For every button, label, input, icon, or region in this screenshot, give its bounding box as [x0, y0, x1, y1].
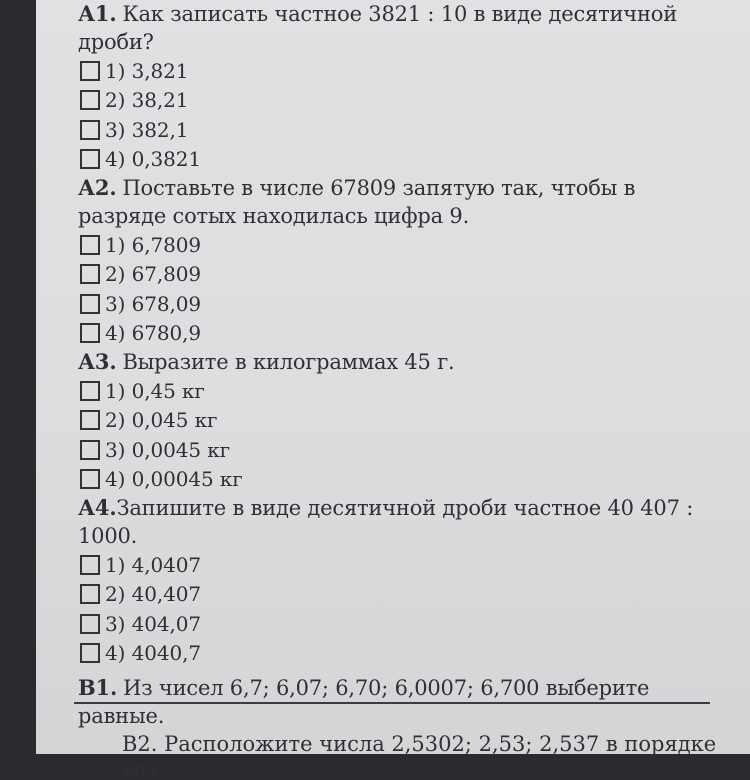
- checkbox[interactable]: [80, 294, 100, 314]
- checkbox[interactable]: [80, 323, 100, 343]
- checkbox[interactable]: [80, 614, 100, 634]
- question-body: Запишите в виде десятичной дроби частное 40 407 : 1000.: [78, 496, 694, 548]
- checkbox[interactable]: [80, 235, 100, 255]
- answer-option[interactable]: [78, 86, 718, 116]
- question-a2: [78, 174, 718, 348]
- checkbox[interactable]: [80, 120, 100, 140]
- option-label: 3) 404,07: [105, 611, 201, 636]
- option-label: 1) 4,0407: [105, 552, 201, 577]
- option-label: 2) 38,21: [105, 88, 189, 113]
- checkbox[interactable]: [80, 469, 100, 489]
- checkbox[interactable]: [80, 264, 100, 284]
- checkbox[interactable]: [80, 555, 100, 575]
- question-body: Как записать частное 3821 : 10 в виде десятичной дроби?: [78, 2, 678, 54]
- checkbox[interactable]: [80, 149, 100, 169]
- answer-line[interactable]: [74, 702, 710, 704]
- answer-option[interactable]: [78, 230, 718, 260]
- question-text: [78, 0, 718, 56]
- option-label: 4) 0,00045 кг: [105, 467, 243, 492]
- answer-option[interactable]: [78, 550, 718, 580]
- answer-option[interactable]: [78, 319, 718, 349]
- question-a4: [78, 494, 718, 668]
- checkbox[interactable]: [80, 643, 100, 663]
- option-label: 2) 67,809: [105, 262, 201, 287]
- option-label: 4) 0,3821: [105, 147, 201, 172]
- question-body: Поставьте в числе 67809 запятую так, чтобы в разряде сотых находилась цифра 9.: [78, 176, 636, 228]
- answer-option[interactable]: [78, 609, 718, 639]
- option-label: 3) 0,0045 кг: [105, 437, 231, 462]
- answer-option[interactable]: [78, 145, 718, 175]
- checkbox[interactable]: [80, 410, 100, 430]
- question-body: Из чисел 6,7; 6,07; 6,70; 6,0007; 6,700 выберите равные.: [78, 676, 650, 728]
- checkbox[interactable]: [80, 90, 100, 110]
- question-number: А2.: [78, 175, 117, 200]
- worksheet-page: [36, 0, 750, 780]
- option-label: 3) 382,1: [105, 117, 189, 142]
- option-label: 2) 40,407: [105, 582, 201, 607]
- answer-option[interactable]: [78, 56, 718, 86]
- question-text: [78, 174, 718, 230]
- question-text: [78, 494, 718, 550]
- checkbox[interactable]: [80, 61, 100, 81]
- checkbox[interactable]: [80, 584, 100, 604]
- worksheet-content: [78, 0, 718, 730]
- option-label: 2) 0,045 кг: [105, 408, 218, 433]
- answer-option[interactable]: [78, 406, 718, 436]
- answer-option[interactable]: [78, 115, 718, 145]
- question-text: [78, 348, 718, 376]
- answer-option[interactable]: [78, 639, 718, 669]
- checkbox[interactable]: [80, 381, 100, 401]
- answer-option[interactable]: [78, 465, 718, 495]
- question-number: А4.: [78, 495, 117, 520]
- option-label: 1) 0,45 кг: [105, 378, 205, 403]
- option-label: 1) 6,7809: [105, 232, 201, 257]
- option-label: 4) 4040,7: [105, 641, 201, 666]
- question-a1: [78, 0, 718, 174]
- answer-option[interactable]: [78, 435, 718, 465]
- question-a3: [78, 348, 718, 494]
- answer-option[interactable]: [78, 376, 718, 406]
- option-label: 1) 3,821: [105, 58, 189, 83]
- option-label: 4) 6780,9: [105, 321, 201, 346]
- question-b2-cutoff: В2. Расположите числа 2,5302; 2,53; 2,537 в порядке воз: [122, 732, 717, 780]
- question-number: А1.: [78, 1, 117, 26]
- answer-option[interactable]: [78, 580, 718, 610]
- checkbox[interactable]: [80, 440, 100, 460]
- answer-option[interactable]: [78, 289, 718, 319]
- question-number: В1.: [78, 675, 118, 700]
- question-body: Выразите в килограммах 45 г.: [122, 350, 455, 374]
- answer-option[interactable]: [78, 260, 718, 290]
- question-number: А3.: [78, 349, 117, 374]
- option-label: 3) 678,09: [105, 291, 201, 316]
